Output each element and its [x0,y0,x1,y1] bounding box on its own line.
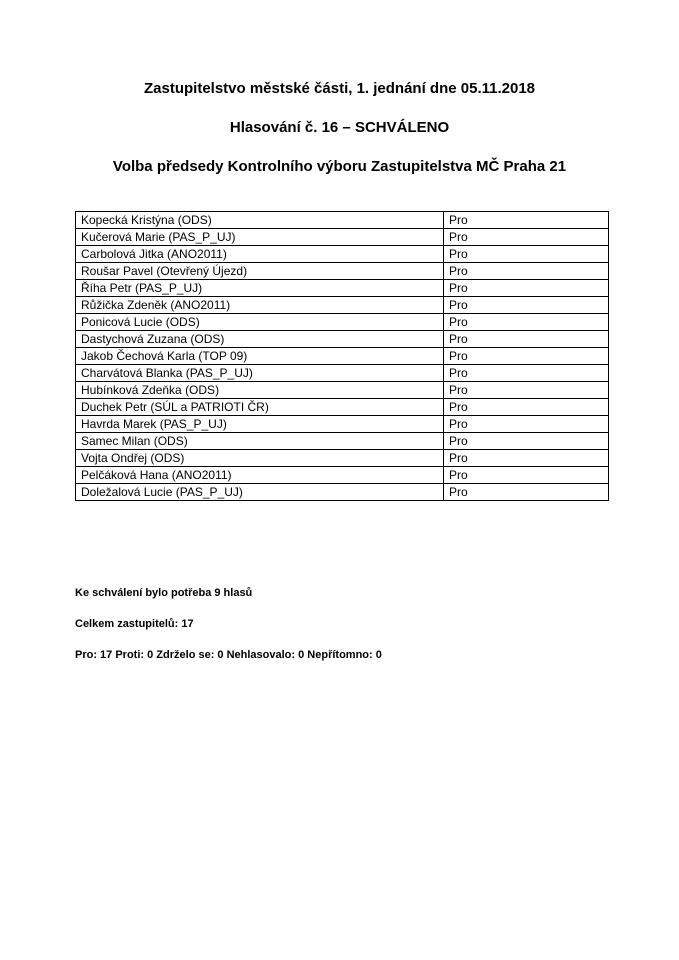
table-row [76,382,609,399]
vote-cell: Pro [444,433,609,450]
vote-cell: Pro [444,399,609,416]
vote-cell: Pro [444,416,609,433]
vote-cell: Pro [444,212,609,229]
vote-subject-title: Volba předsedy Kontrolního výboru Zastupitelstva MČ Praha 21 [112,158,567,175]
meeting-title: Zastupitelstvo městské části, 1. jednání dne 05.11.2018 [143,80,536,97]
table-row [76,297,609,314]
vote-cell: Pro [444,348,609,365]
vote-number-result-title: Hlasování č. 16 – SCHVÁLENO [229,119,450,136]
vote-cell: Pro [444,484,609,501]
vote-table-body [76,212,609,501]
vote-cell: Pro [444,382,609,399]
vote-cell: Pro [444,263,609,280]
table-row [76,467,609,484]
table-row [76,263,609,280]
table-row [76,450,609,467]
table-row [76,212,609,229]
vote-cell: Pro [444,331,609,348]
member-name-cell: Dastychová Zuzana (ODS) [76,331,444,348]
vote-cell: Pro [444,365,609,382]
table-row [76,416,609,433]
table-row [76,399,609,416]
table-row [76,229,609,246]
member-name-cell: Jakob Čechová Karla (TOP 09) [76,348,444,365]
member-name-cell: Havrda Marek (PAS_P_UJ) [76,416,444,433]
member-name-cell: Říha Petr (PAS_P_UJ) [76,280,444,297]
member-name-cell: Ponicová Lucie (ODS) [76,314,444,331]
member-name-cell: Kopecká Kristýna (ODS) [76,212,444,229]
member-name-cell: Kučerová Marie (PAS_P_UJ) [76,229,444,246]
vote-cell: Pro [444,467,609,484]
member-name-cell: Samec Milan (ODS) [76,433,444,450]
member-name-cell: Pelčáková Hana (ANO2011) [76,467,444,484]
member-name-cell: Hubínková Zdeňka (ODS) [76,382,444,399]
required-votes-line: Ke schválení bylo potřeba 9 hlasů [75,587,253,599]
member-name-cell: Charvátová Blanka (PAS_P_UJ) [76,365,444,382]
vote-cell: Pro [444,246,609,263]
vote-cell: Pro [444,229,609,246]
total-members-line: Celkem zastupitelů: 17 [75,618,194,630]
document-header [0,80,679,176]
vote-cell: Pro [444,280,609,297]
table-row [76,348,609,365]
table-row [76,484,609,501]
table-row [76,280,609,297]
vote-cell: Pro [444,314,609,331]
member-name-cell: Carbolová Jitka (ANO2011) [76,246,444,263]
member-name-cell: Roušar Pavel (Otevřený Újezd) [76,263,444,280]
member-name-cell: Vojta Ondřej (ODS) [76,450,444,467]
vote-counts-line: Pro: 17 Proti: 0 Zdrželo se: 0 Nehlasovalo: 0 Nepřítomno: 0 [75,649,382,661]
vote-cell: Pro [444,297,609,314]
table-row [76,433,609,450]
member-name-cell: Růžička Zdeněk (ANO2011) [76,297,444,314]
member-name-cell: Doležalová Lucie (PAS_P_UJ) [76,484,444,501]
table-row [76,365,609,382]
vote-cell: Pro [444,450,609,467]
member-name-cell: Duchek Petr (SÚL a PATRIOTI ČR) [76,399,444,416]
table-row [76,314,609,331]
table-row [76,331,609,348]
table-row [76,246,609,263]
vote-summary [75,587,615,662]
vote-table [75,211,609,501]
